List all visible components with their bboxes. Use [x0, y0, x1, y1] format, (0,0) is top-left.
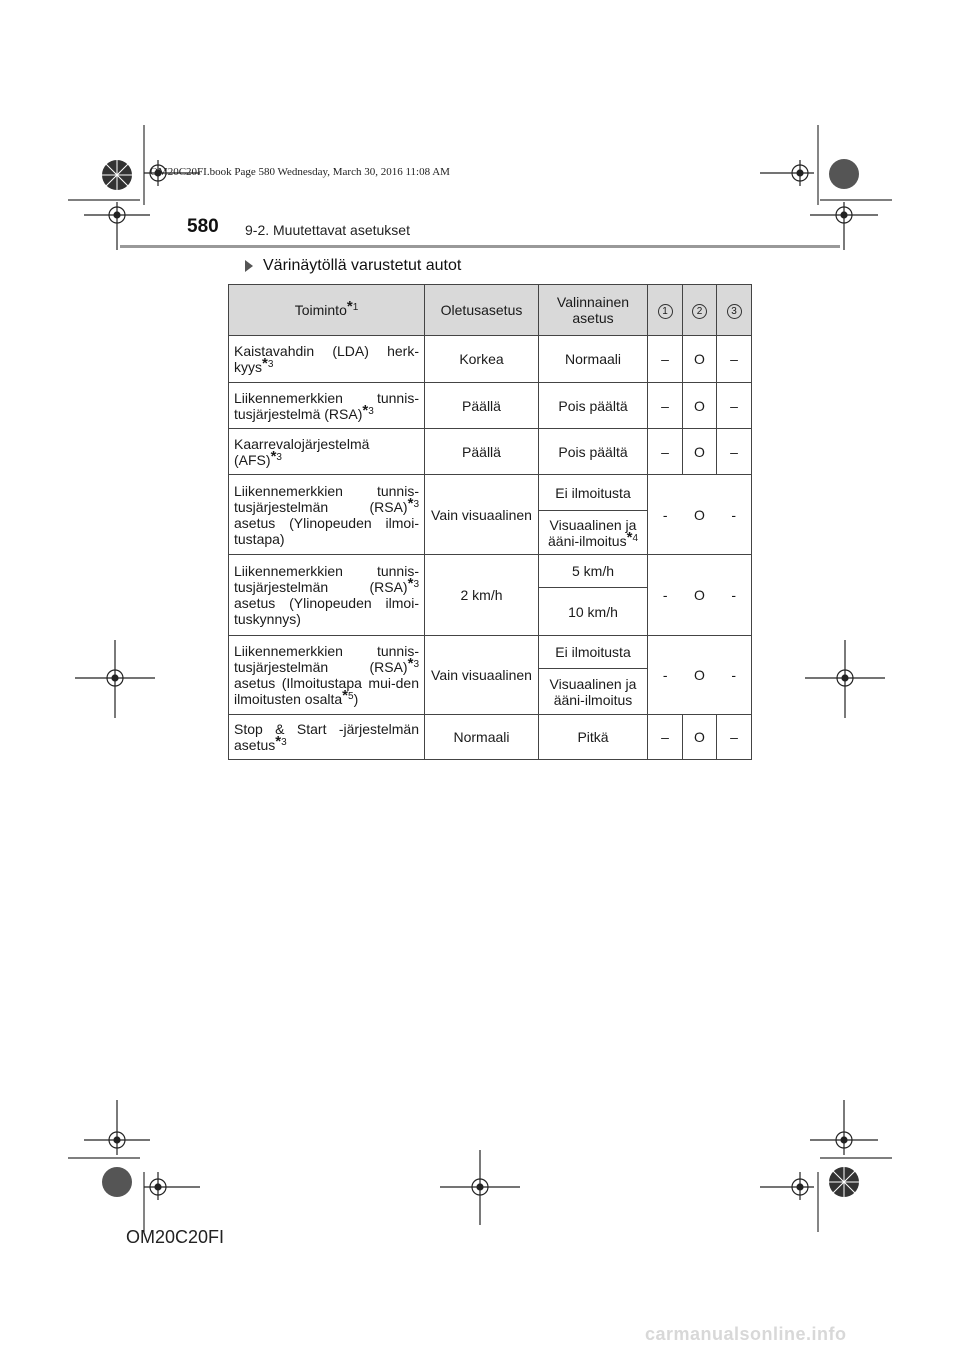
- default-cell: Vain visuaalinen: [425, 475, 539, 555]
- col2-cell: O: [683, 636, 717, 715]
- default-cell: Korkea: [425, 336, 539, 383]
- col3-cell: –: [717, 429, 752, 475]
- header-col1: 1: [648, 285, 683, 336]
- col1-cell: –: [648, 383, 683, 429]
- table-row: [229, 475, 752, 511]
- option-cell: Visuaalinen ja ääni-ilmoitus: [539, 669, 648, 715]
- col1-cell: -: [648, 636, 683, 715]
- default-cell: Vain visuaalinen: [425, 636, 539, 715]
- table-row: [229, 429, 752, 475]
- col1-cell: –: [648, 336, 683, 383]
- col3-cell: -: [717, 555, 752, 636]
- watermark: carmanualsonline.info: [645, 1324, 847, 1344]
- table-row: [229, 715, 752, 760]
- table-row: [229, 555, 752, 588]
- registration-crosshair-icon: [84, 1100, 150, 1155]
- function-cell: Liikennemerkkien tunnis-tusjärjestelmä (RSA)*$^3$: [229, 383, 425, 429]
- settings-table: [228, 284, 752, 760]
- registration-crosshair-icon: [810, 1100, 878, 1155]
- col1-cell: -: [648, 475, 683, 555]
- option-cell: Normaali: [539, 336, 648, 383]
- default-cell: 2 km/h: [425, 555, 539, 636]
- sunburst-target-icon: [829, 1167, 859, 1197]
- function-cell: Liikennemerkkien tunnis-tusjärjestelmän (RSA)*$^3$ asetus (Ylinopeuden ilmoi-tuskynnys): [229, 555, 425, 636]
- function-cell: Kaarrevalojärjestelmä (AFS)*$^3$: [229, 429, 425, 475]
- option-cell: 5 km/h: [539, 555, 648, 588]
- registration-crosshair-icon: [805, 640, 885, 718]
- triangle-bullet-icon: [245, 260, 253, 272]
- col2-cell: O: [683, 715, 717, 760]
- print-header: OM20C20FI.book Page 580 Wednesday, March 30, 2016 11:08 AM: [150, 166, 450, 178]
- table-row: [229, 336, 752, 383]
- table-row: [229, 636, 752, 669]
- option-cell: Pois päältä: [539, 383, 648, 429]
- page-number: 580: [187, 216, 219, 237]
- col2-cell: O: [683, 383, 717, 429]
- header-function: Toiminto*$^1$: [229, 285, 425, 336]
- col2-cell: O: [683, 429, 717, 475]
- col1-cell: –: [648, 715, 683, 760]
- function-cell: Liikennemerkkien tunnis-tusjärjestelmän (RSA)*$^3$ asetus (Ilmoitustapa mui-den ilmoitusten osalta*$^5$): [229, 636, 425, 715]
- option-cell: 10 km/h: [539, 588, 648, 636]
- col1-cell: –: [648, 429, 683, 475]
- option-cell: Pois päältä: [539, 429, 648, 475]
- header-col3: 3: [717, 285, 752, 336]
- col2-cell: O: [683, 475, 717, 555]
- function-cell: Liikennemerkkien tunnis-tusjärjestelmän (RSA)*$^3$ asetus (Ylinopeuden ilmoi-tustapa): [229, 475, 425, 555]
- registration-crosshair-icon: [75, 640, 155, 718]
- solid-disc-icon: [829, 159, 859, 189]
- solid-disc-icon: [102, 1167, 132, 1197]
- sub-heading-text: Värinäytöllä varustetut autot: [263, 257, 462, 274]
- registration-crosshair-icon: [84, 202, 150, 250]
- sub-heading: [245, 257, 461, 275]
- registration-crosshair-icon: [144, 1172, 200, 1200]
- table-row: [229, 383, 752, 429]
- default-cell: Normaali: [425, 715, 539, 760]
- registration-crosshair-icon: [810, 202, 878, 250]
- header-divider: [120, 245, 840, 248]
- registration-crosshair-icon: [760, 160, 814, 186]
- col2-cell: O: [683, 555, 717, 636]
- col3-cell: –: [717, 715, 752, 760]
- function-cell: Kaistavahdin (LDA) herk-kyys*$^3$: [229, 336, 425, 383]
- header-options: Valinnainen asetus: [539, 285, 648, 336]
- option-cell: Ei ilmoitusta: [539, 475, 648, 511]
- col3-cell: –: [717, 336, 752, 383]
- registration-crosshair-icon: [760, 1172, 814, 1200]
- default-cell: Päällä: [425, 383, 539, 429]
- registration-crosshair-icon: [440, 1150, 520, 1225]
- document-code: OM20C20FI: [126, 1227, 225, 1247]
- option-cell: Visuaalinen ja ääni-ilmoitus*$^4$: [539, 511, 648, 555]
- header-default: Oletusasetus: [425, 285, 539, 336]
- col2-cell: O: [683, 336, 717, 383]
- col3-cell: -: [717, 636, 752, 715]
- col1-cell: -: [648, 555, 683, 636]
- col3-cell: -: [717, 475, 752, 555]
- default-cell: Päällä: [425, 429, 539, 475]
- option-cell: Pitkä: [539, 715, 648, 760]
- sunburst-target-icon: [102, 160, 132, 190]
- function-cell: Stop & Start -järjestelmän asetus*$^3$: [229, 715, 425, 760]
- header-col2: 2: [683, 285, 717, 336]
- section-title: 9-2. Muutettavat asetukset: [245, 222, 410, 238]
- option-cell: Ei ilmoitusta: [539, 636, 648, 669]
- col3-cell: –: [717, 383, 752, 429]
- table-header-row: [229, 285, 752, 336]
